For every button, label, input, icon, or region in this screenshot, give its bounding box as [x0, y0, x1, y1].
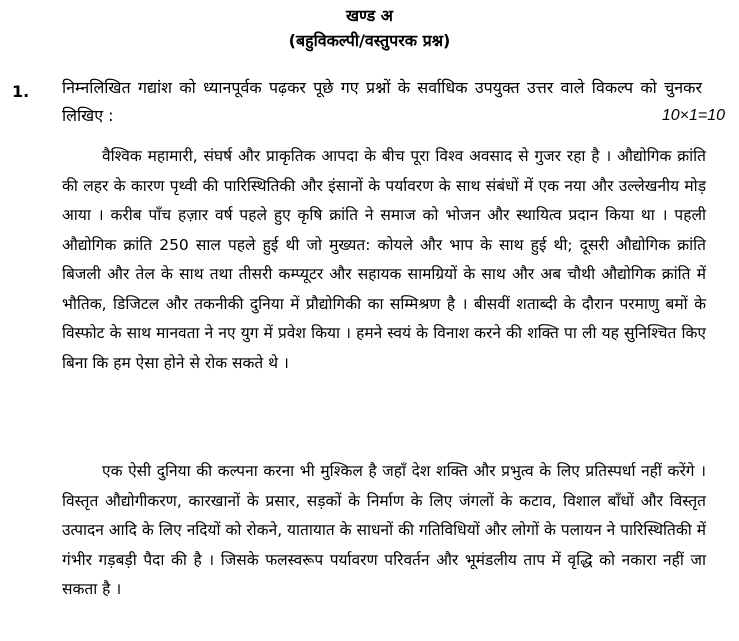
- passage-paragraph-1: वैश्विक महामारी, संघर्ष और प्राकृतिक आपदा के बीच पूरा विश्व अवसाद से गुजर रहा है । औद्योगिक क्रांति की लहर के कारण पृथ्वी की पारिस्थितिकी और इंसानों के पर्यावरण के साथ संबंधों में एक नया और उल्लेखनीय मोड़ आया । करीब पाँच हज़ार वर्ष पहले हुए कृषि क्रांति ने समाज को भोजन और स्थायित्व प्रदान किया था । पहली औद्योगिक क्रांति 250 साल पहले हुई थी जो मुख्यत: कोयले और भाप के साथ हुई थी; दूसरी औद्योगिक क्रांति बिजली और तेल के साथ तथा तीसरी कम्प्यूटर और सहायक सामग्रियों के साथ और अब चौथी औद्योगिक क्रांति में भौतिक, डिजिटल और तकनीकी दुनिया में प्रौद्योगिकी का सम्मिश्रण है । बीसवीं शताब्दी के दौरान परमाणु बमों के विस्फोट के साथ मानवता ने नए युग में प्रवेश किया । हमने स्वयं के विनाश करने की शक्ति पा ली यह सुनिश्चित किए बिना कि हम ऐसा होने से रोक सकते थे ।: [62, 147, 706, 372]
- passage-paragraph-2: एक ऐसी दुनिया की कल्पना करना भी मुश्किल है जहाँ देश शक्ति और प्रभुत्व के लिए प्रतिस्पर्धा नहीं करेंगे । विस्तृत औद्योगीकरण, कारखानों के प्रसार, सड़कों के निर्माण के लिए जंगलों के कटाव, विशाल बाँधों और विस्तृत उत्पादन आदि के लिए नदियों को रोकने, यातायात के साधनों की गतिविधियों और लोगों के पलायन ने पारिस्थितिकी में गंभीर गड़बड़ी पैदा की है । जिसके फलस्वरूप पर्यावरण परिवर्तन और भूमंडलीय ताप में वृद्धि को नकारा नहीं जा सकता है ।: [62, 462, 706, 598]
- question-number: 1.: [12, 82, 30, 101]
- question-instruction: निम्नलिखित गद्यांश को ध्यानपूर्वक पढ़कर पूछे गए प्रश्नों के सर्वाधिक उपयुक्त उत्तर वाले विकल्प को चुनकर लिखिए :: [62, 78, 702, 125]
- section-title: खण्ड अ: [345, 6, 394, 25]
- section-subtitle: (बहुविकल्पी/वस्तुपरक प्रश्न): [288, 31, 451, 50]
- question-marks: 10×1=10: [661, 107, 725, 124]
